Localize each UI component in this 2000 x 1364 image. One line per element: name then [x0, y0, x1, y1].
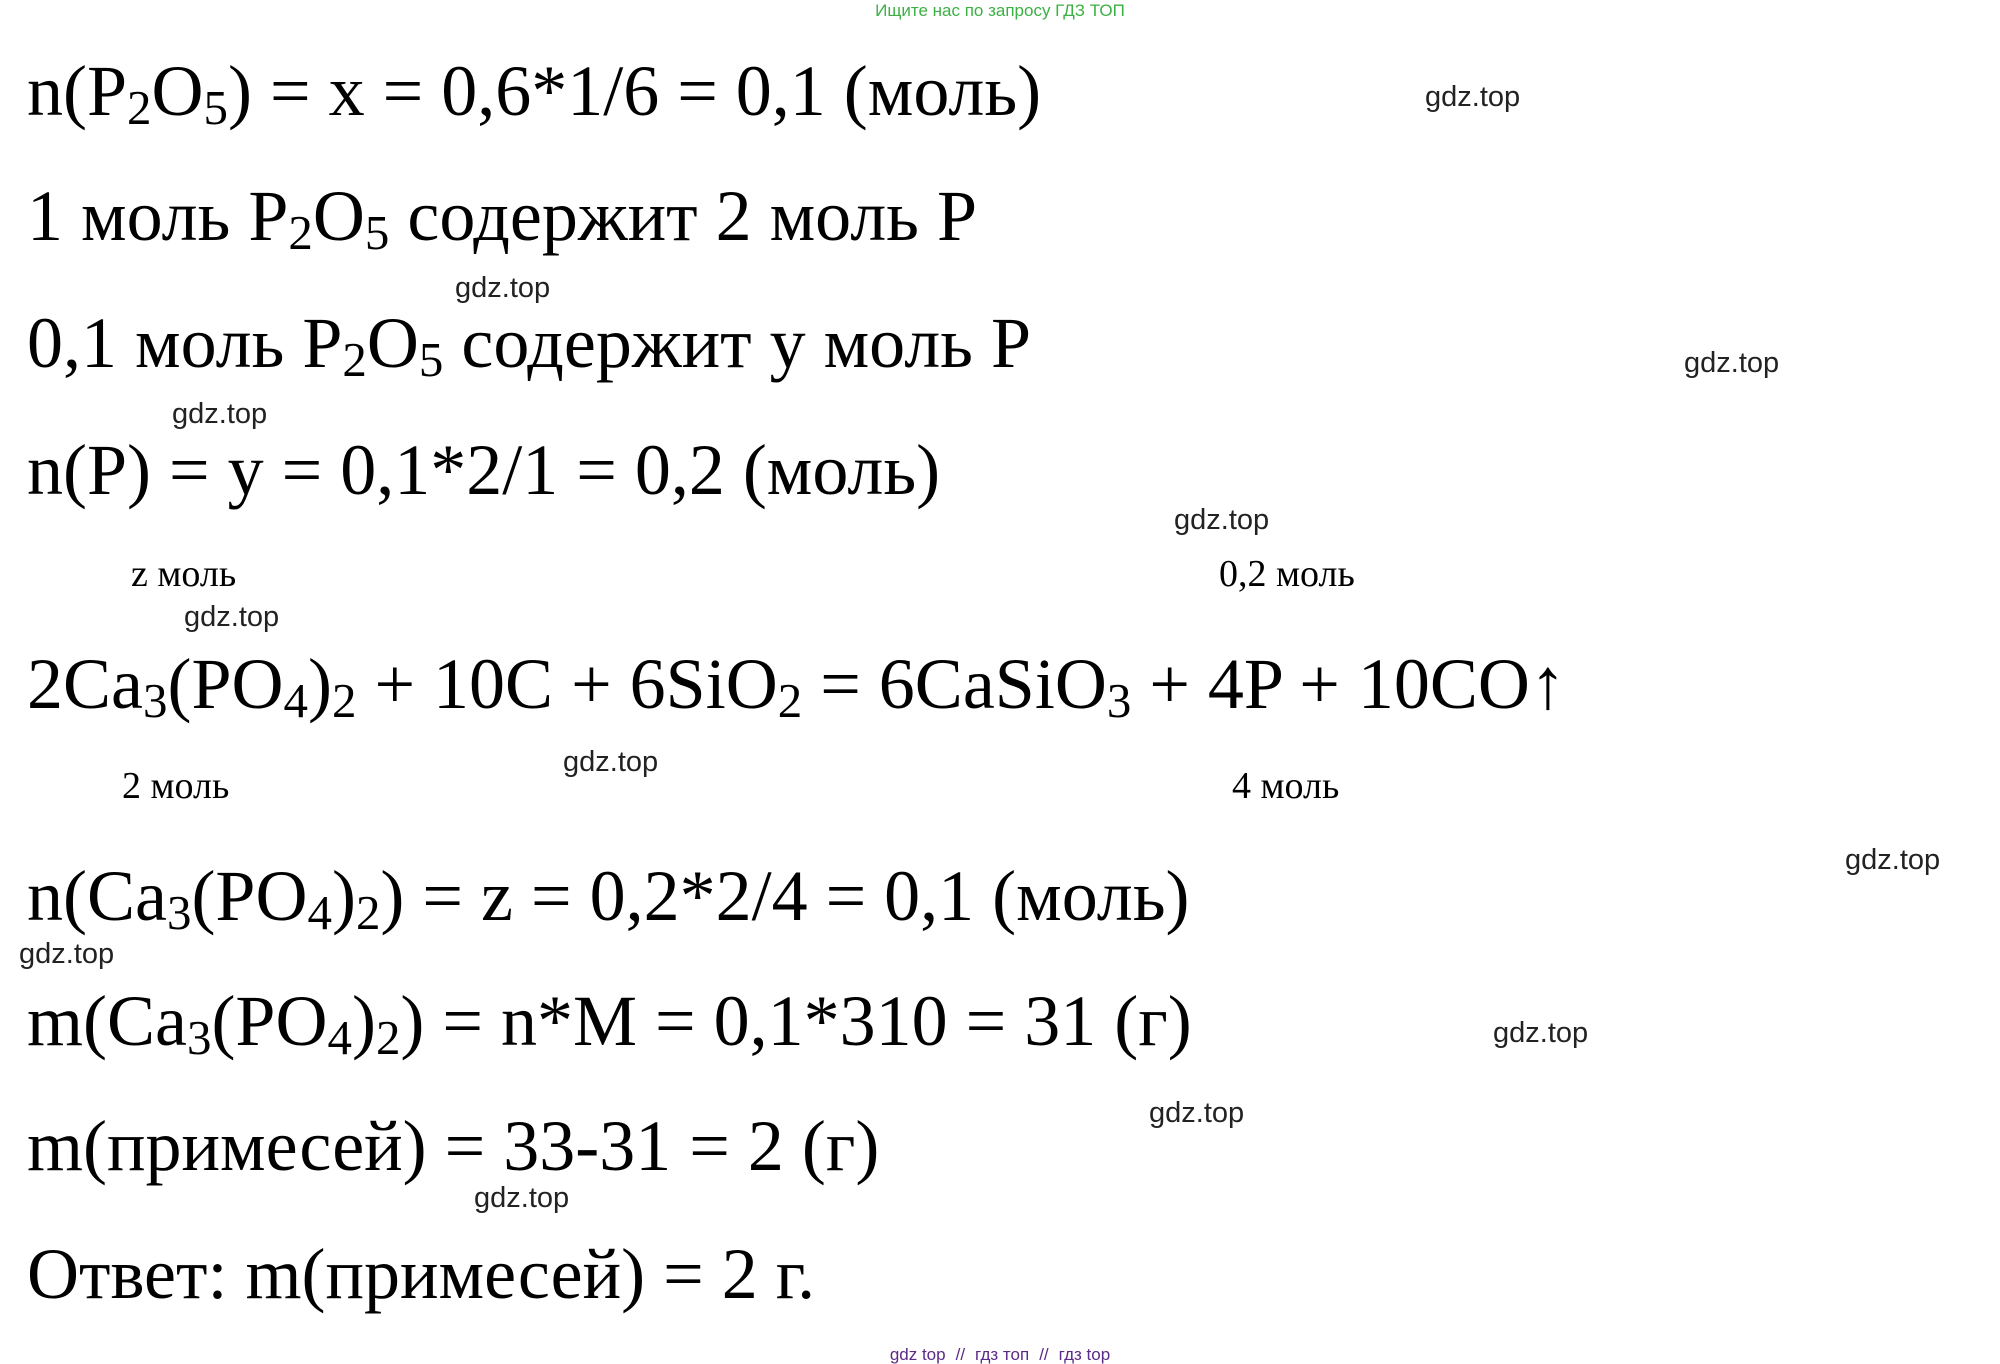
- subscript: 3: [166, 884, 192, 940]
- promo-link[interactable]: Ищите нас по запросу ГДЗ ТОП: [875, 1, 1125, 20]
- subscript: 2: [331, 672, 357, 728]
- subscript: 2: [355, 884, 381, 940]
- footer-separator: //: [955, 1345, 966, 1364]
- text-part: содержит y моль P: [443, 303, 1032, 383]
- subscript: 2: [375, 1009, 401, 1065]
- text-part: (PO: [167, 644, 284, 724]
- text-part: m(Ca: [27, 981, 187, 1061]
- footer-separator: //: [1039, 1345, 1049, 1364]
- subscript: 2: [127, 79, 152, 135]
- solution-line-8: m(примесей) = 33-31 = 2 (г): [27, 1106, 880, 1186]
- text-part: + 10C + 6SiO: [356, 644, 778, 724]
- text-part: ): [351, 981, 376, 1061]
- solution-line-3: [27, 303, 1032, 387]
- text-part: = 6CaSiO: [802, 644, 1107, 724]
- text-part: n(P: [27, 51, 128, 131]
- subscript: 2: [288, 204, 313, 260]
- watermark: gdz.top: [1174, 504, 1270, 536]
- subscript: 5: [364, 204, 390, 260]
- watermark: gdz.top: [172, 398, 268, 430]
- text-part: ) = z = 0,2*2/4 = 0,1 (моль): [380, 856, 1190, 936]
- subscript: 4: [307, 884, 332, 940]
- footer-link[interactable]: гдз топ: [975, 1345, 1030, 1364]
- watermark: gdz.top: [19, 938, 115, 970]
- text-part: (PO: [191, 856, 308, 936]
- subscript: 5: [203, 79, 228, 135]
- subscript: 3: [186, 1009, 212, 1065]
- text-part: ) = x = 0,6*1/6 = 0,1 (моль): [228, 51, 1042, 131]
- watermark: gdz.top: [1493, 1017, 1589, 1049]
- subscript: 2: [777, 672, 803, 728]
- footer-link[interactable]: гдз top: [1058, 1345, 1111, 1364]
- watermark: gdz.top: [1845, 844, 1941, 876]
- text-part: 0,1 моль P: [27, 303, 343, 383]
- annotation-p-4mol: 4 моль: [1232, 765, 1340, 807]
- text-part: ): [331, 856, 356, 936]
- text-part: содержит 2 моль P: [389, 176, 978, 256]
- subscript: 2: [342, 331, 367, 387]
- watermark: gdz.top: [1149, 1097, 1245, 1129]
- subscript: 3: [142, 672, 168, 728]
- annotation-p-mol: 0,2 моль: [1219, 553, 1355, 595]
- text-part: ) = n*M = 0,1*310 = 31 (г): [400, 981, 1192, 1061]
- solution-line-1: [27, 51, 1042, 135]
- annotation-ca-2mol: 2 моль: [122, 765, 230, 807]
- text-part: n(Ca: [27, 856, 167, 936]
- solution-line-7: [27, 981, 1192, 1065]
- text-part: O: [312, 176, 365, 256]
- footer-links: [0, 1346, 2000, 1363]
- text-part: O: [151, 51, 204, 131]
- annotation-z-mol: z моль: [131, 553, 237, 595]
- watermark: gdz.top: [1425, 81, 1521, 113]
- subscript: 5: [418, 331, 444, 387]
- text-part: (PO: [211, 981, 328, 1061]
- text-part: 1 моль P: [27, 176, 289, 256]
- solution-line-2: [27, 176, 978, 260]
- subscript: 3: [1106, 672, 1132, 728]
- solution-line-6: [27, 856, 1190, 940]
- answer-line: Ответ: m(примесей) = 2 г.: [27, 1234, 816, 1314]
- text-part: + 4P + 10CO↑: [1131, 644, 1566, 724]
- text-part: 2Ca: [27, 644, 143, 724]
- solution-line-4: n(P) = y = 0,1*2/1 = 0,2 (моль): [27, 430, 941, 510]
- subscript: 4: [283, 672, 308, 728]
- watermark: gdz.top: [474, 1182, 570, 1214]
- text-part: O: [366, 303, 419, 383]
- watermark: gdz.top: [455, 272, 551, 304]
- watermark: gdz.top: [1684, 347, 1780, 379]
- reaction-equation: [27, 644, 1566, 728]
- watermark: gdz.top: [184, 601, 280, 633]
- watermark: gdz.top: [563, 746, 659, 778]
- text-part: ): [307, 644, 332, 724]
- footer-link[interactable]: gdz top: [889, 1345, 946, 1364]
- subscript: 4: [327, 1009, 352, 1065]
